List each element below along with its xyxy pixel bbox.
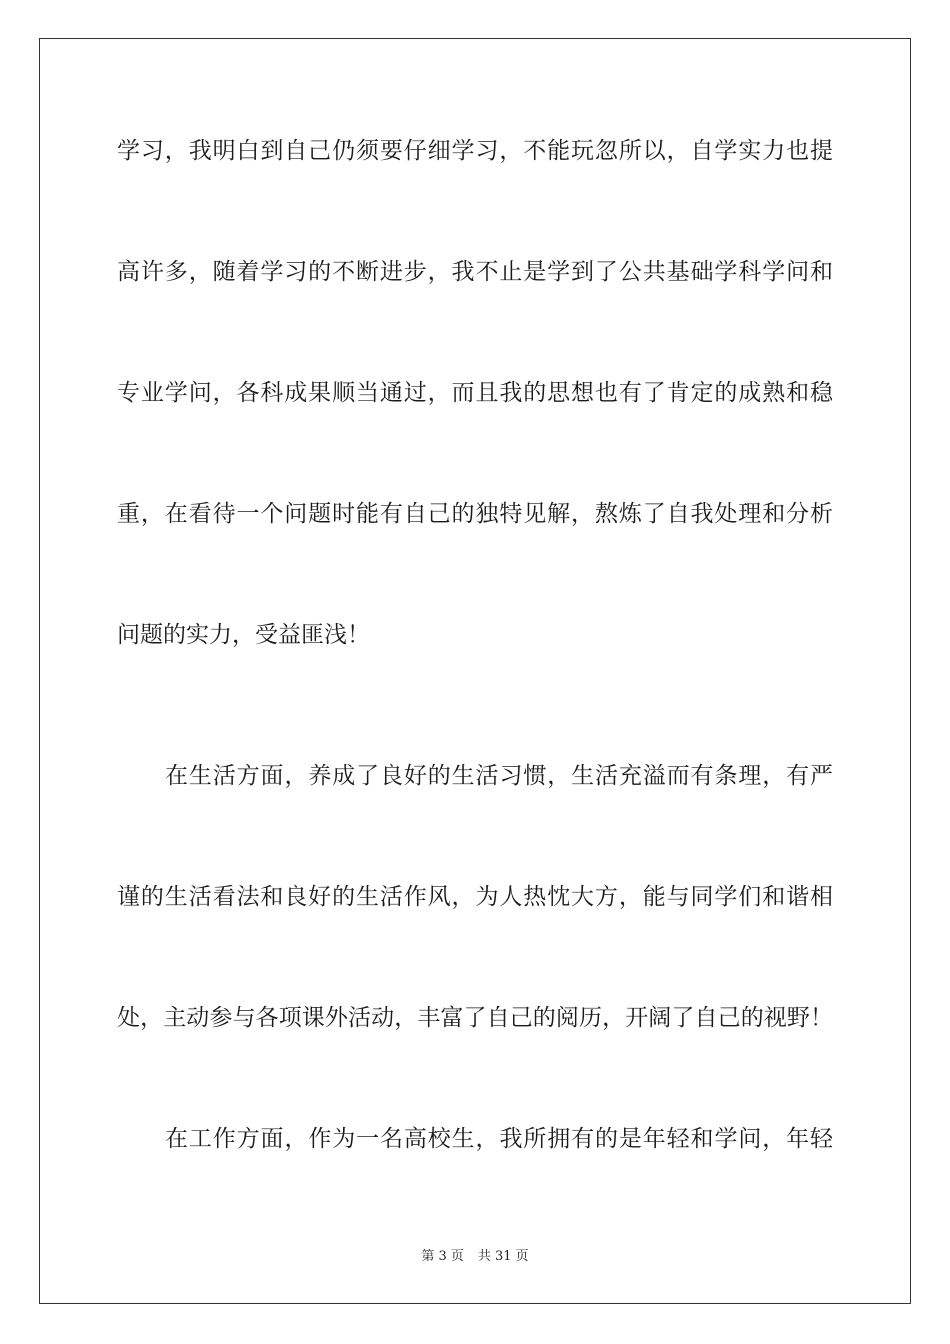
paragraph-first-line: 在生活方面，养成了良好的生活习惯，生活充溢而有条理，有严 — [165, 763, 833, 789]
text-line: 高许多，随着学习的不断进步，我不止是学到了公共基础学科学问和 — [117, 259, 833, 285]
page-total: 共 31 页 — [477, 1249, 529, 1264]
text-line: 谨的生活看法和良好的生活作风，为人热忱大方，能与同学们和谐相 — [117, 884, 833, 910]
page-footer — [0, 1248, 950, 1266]
text-line: 专业学问，各科成果顺当通过，而且我的思想也有了肯定的成熟和稳 — [117, 380, 833, 406]
page-number: 第 3 页 — [421, 1249, 464, 1264]
paragraph-first-line: 在工作方面，作为一名高校生，我所拥有的是年轻和学问，年轻 — [165, 1126, 833, 1152]
text-line: 重，在看待一个问题时能有自己的独特见解，熬炼了自我处理和分析 — [117, 501, 833, 527]
page-frame — [39, 38, 911, 1304]
text-line: 学习，我明白到自己仍须要仔细学习，不能玩忽所以，自学实力也提 — [117, 138, 833, 164]
text-line: 处，主动参与各项课外活动，丰富了自己的阅历，开阔了自己的视野！ — [117, 1005, 833, 1031]
text-line: 问题的实力，受益匪浅！ — [117, 622, 370, 648]
